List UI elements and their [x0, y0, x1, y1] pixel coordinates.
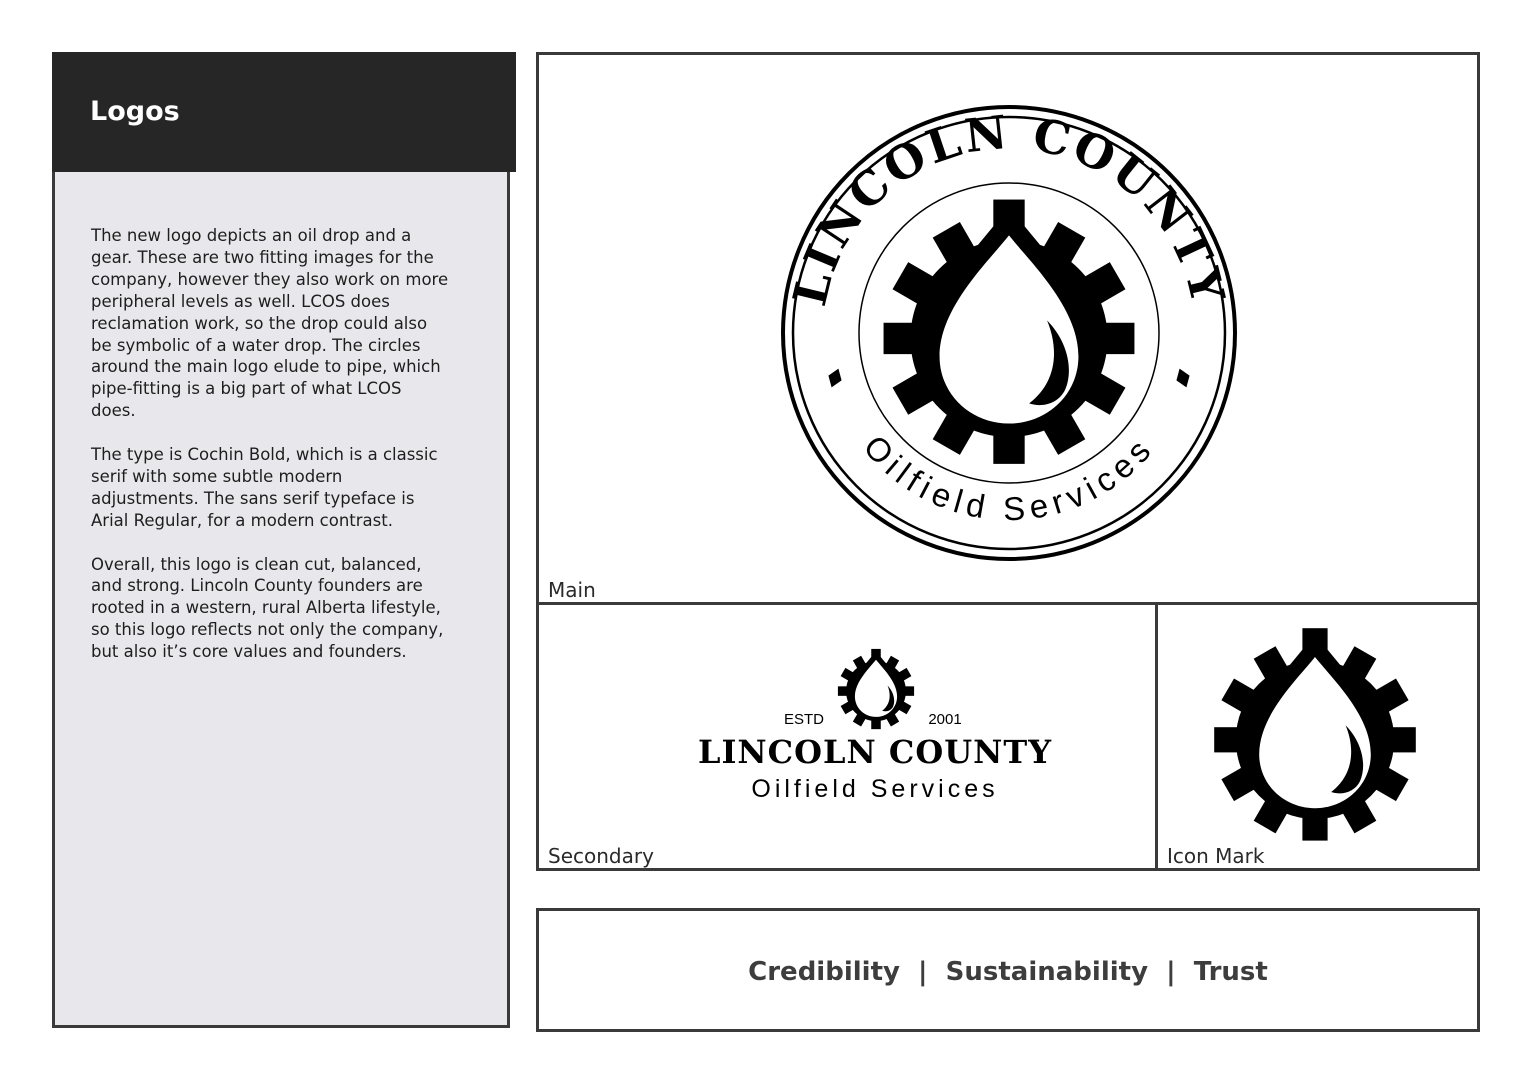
- gear-drop-icon: [884, 200, 1135, 464]
- main-caption: Main: [548, 578, 596, 602]
- main-logo-box: [536, 52, 1480, 605]
- icon-mark-box: [1155, 602, 1480, 871]
- secondary-name: LINCOLN COUNTY: [697, 733, 1053, 771]
- secondary-caption: Secondary: [548, 844, 654, 868]
- panel-header: [52, 52, 516, 172]
- main-logo-top-text: LINCOLN COUNTY: [782, 104, 1236, 311]
- panel-title: Logos: [90, 96, 180, 127]
- icon-mark: [1158, 605, 1477, 868]
- description-text: [91, 225, 451, 685]
- icon-mark-caption: Icon Mark: [1167, 844, 1265, 868]
- gear-drop-mark-icon: [1214, 628, 1416, 840]
- secondary-logo-box: [536, 602, 1158, 871]
- paragraph-logo-concept: The new logo depicts an oil drop and a gear. These are two fitting images for the company, however they also work on more peripheral levels as well. LCOS does reclamation work, so the drop could also be symbolic of a water drop. The circles around the main logo elude to pipe, which pipe-fitting is a big part of what LCOS does.: [91, 226, 449, 421]
- paragraph-overall: Overall, this logo is clean cut, balanced, and strong. Lincoln County founders are rooted in a western, rural Alberta lifestyle, so this logo reflects not only the company, but also it’s core values and founders.: [91, 554, 444, 662]
- main-logo-bottom-text: Oilfield Services: [856, 427, 1162, 528]
- gear-drop-small-icon: [838, 649, 914, 729]
- values-box: [536, 908, 1480, 1032]
- secondary-subtitle: Oilfield Services: [751, 775, 999, 803]
- diamond-right-icon: [1173, 366, 1193, 390]
- estd-label: ESTD: [783, 711, 825, 728]
- brand-values: Credibility | Sustainability | Trust: [748, 957, 1268, 987]
- description-panel: [52, 52, 510, 1028]
- estd-year: 2001: [928, 711, 962, 728]
- secondary-logo: [539, 605, 1155, 868]
- main-logo: [539, 55, 1477, 602]
- diamond-left-icon: [825, 366, 845, 390]
- paragraph-typeface: The type is Cochin Bold, which is a classic serif with some subtle modern adjustments. The sans serif typeface is Arial Regular, for a modern contrast.: [91, 445, 438, 530]
